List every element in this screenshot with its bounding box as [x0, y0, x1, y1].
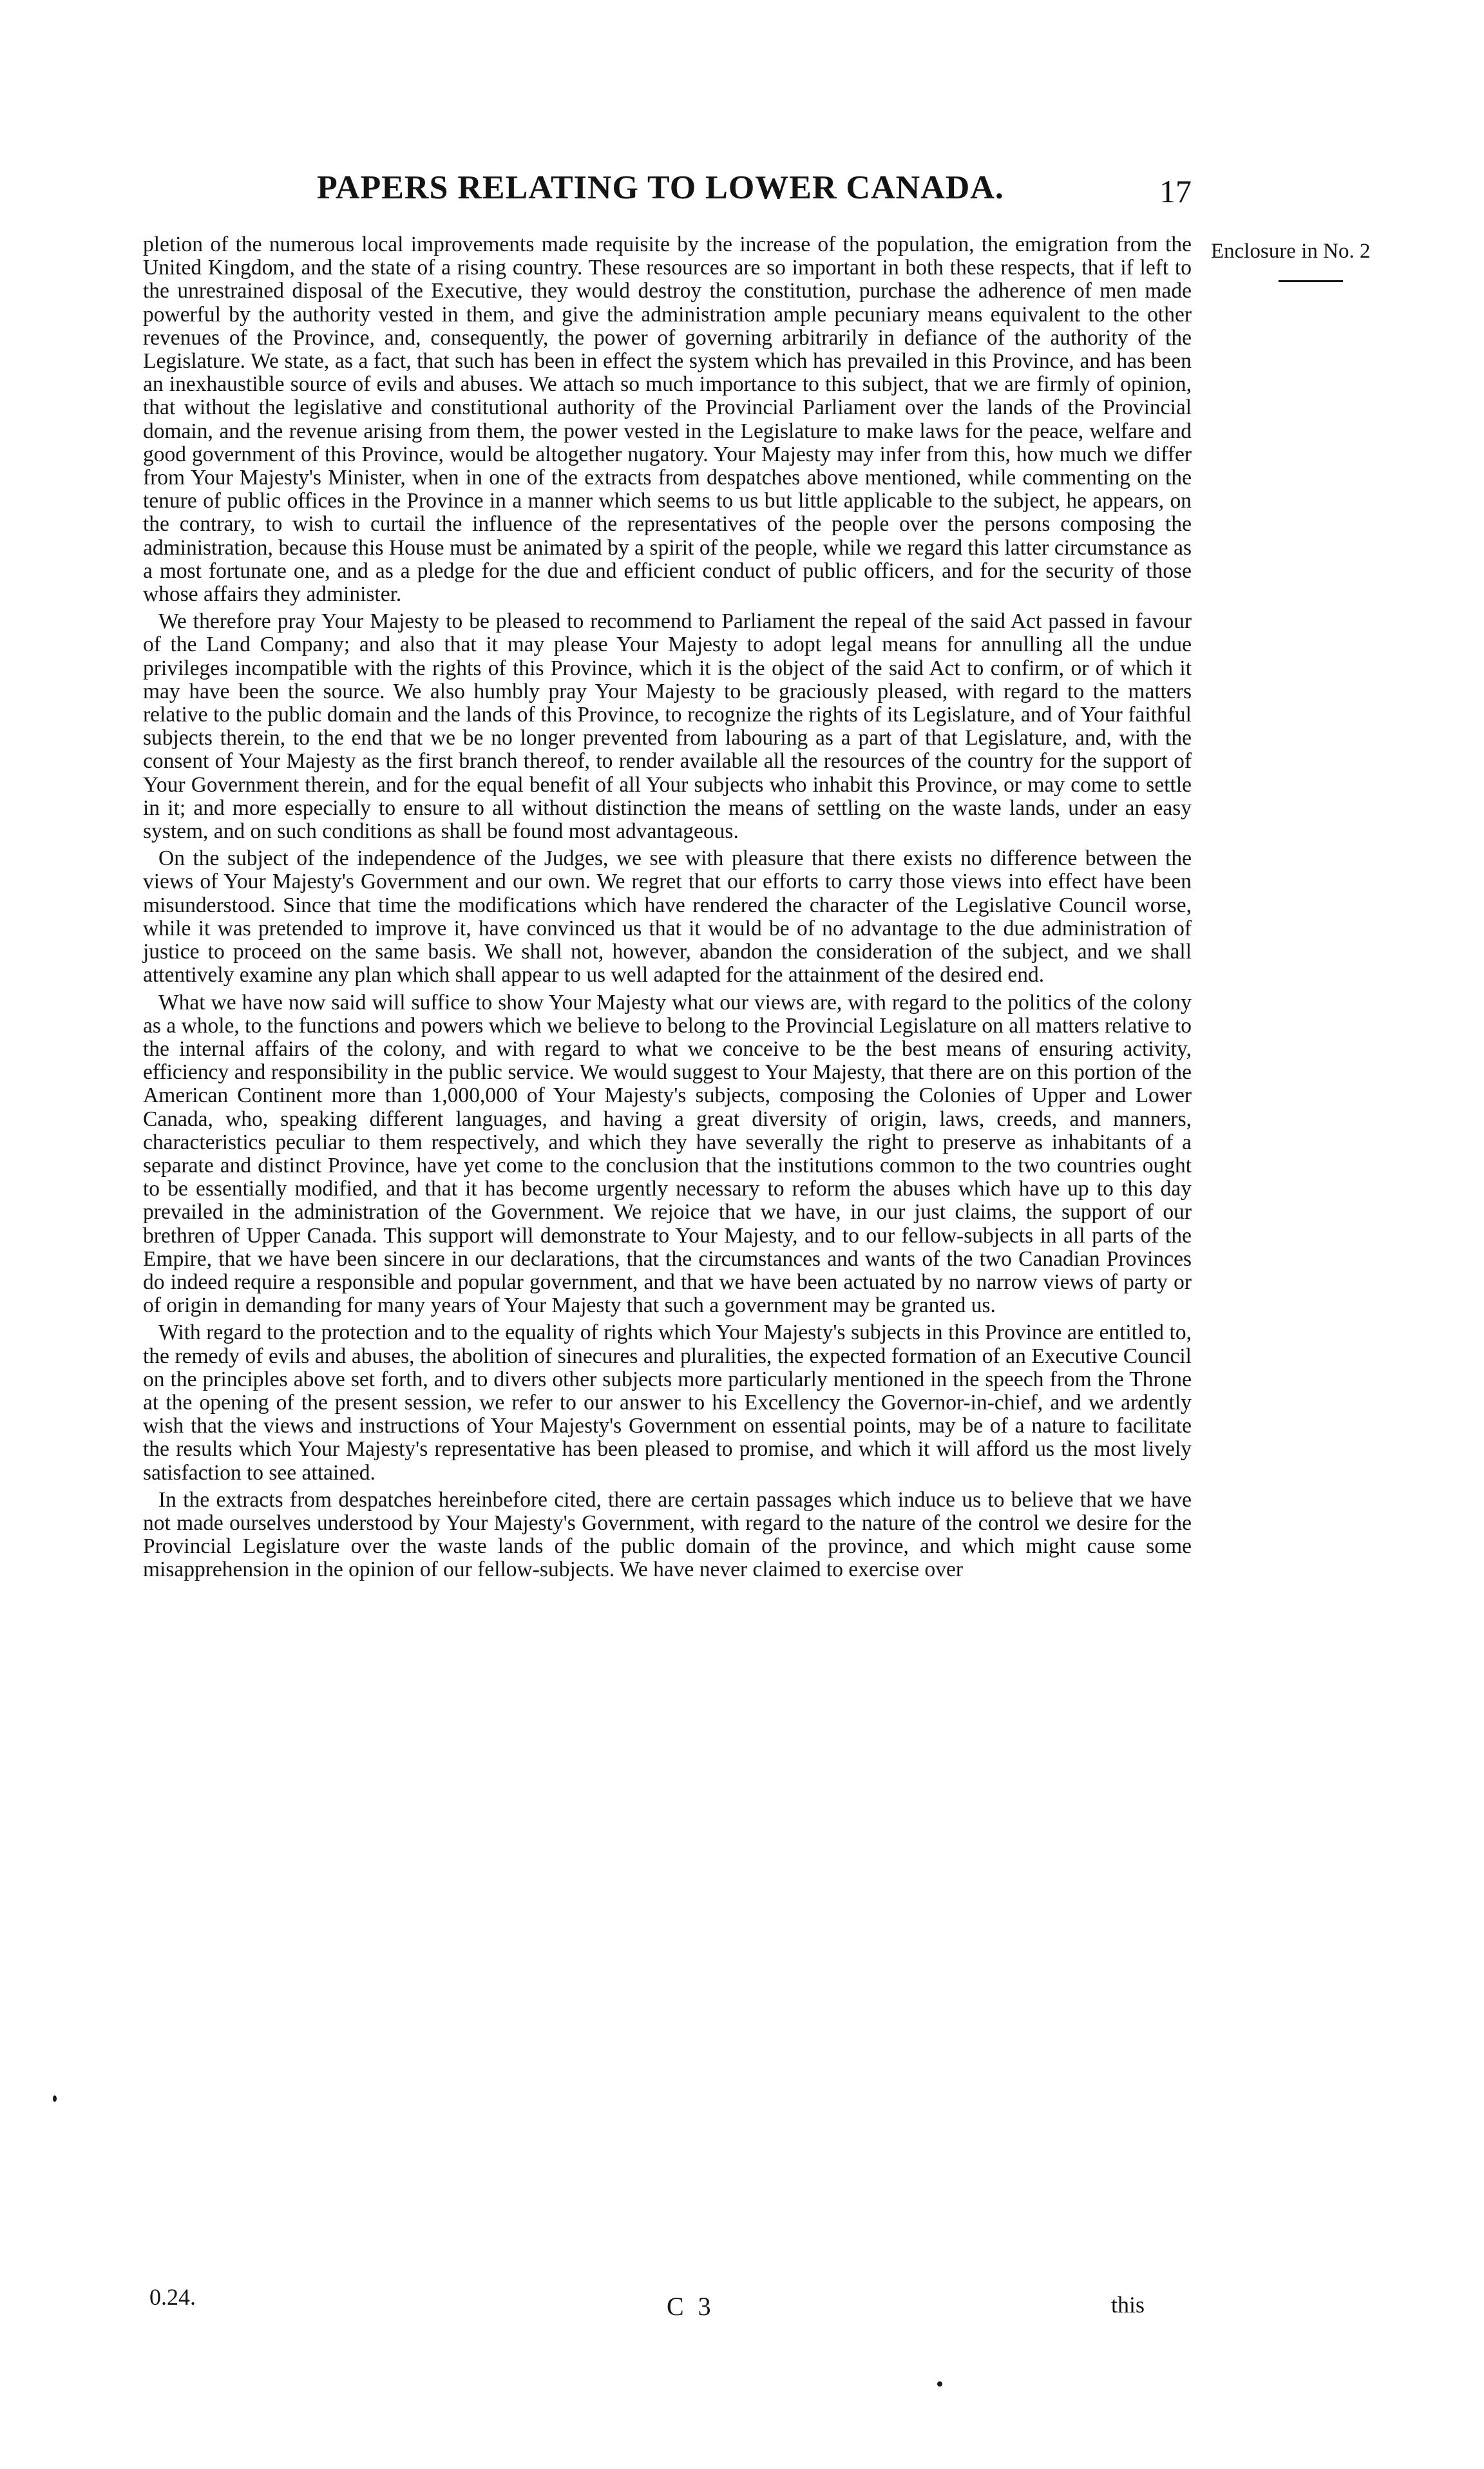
page-header — [0, 169, 1484, 214]
margin-note: Enclosure in No. 2 — [1211, 240, 1371, 263]
margin-rule — [1279, 280, 1343, 282]
scan-speck — [937, 2381, 942, 2387]
paragraph-6: In the extracts from despatches hereinbefore cited, there are certain passages which induce us to believe that we have not made ourselves understood by Your Majesty's Government, with regard to the nature of the control we desire for the Provincial Legislature over the waste lands of the public domain of the province, and which might cause some misapprehension in the opinion of our fellow-subjects. We have never claimed to exercise over — [143, 1487, 1192, 1582]
paragraph-3: On the subject of the independence of the Judges, we see with pleasure that there exists no difference between the views of Your Majesty's Government and our own. We regret that our efforts to carry those views into effect have been misunderstood. Since that time the modifications which have rendered the character of the Legislative Council worse, while it was pretended to improve it, have convinced us that it would be of no advantage to the due administration of justice to proceed on the same basis. We shall not, however, abandon the consideration of the subject, and we shall attentively examine any plan which shall appear to us well adapted for the attainment of the desired end. — [143, 846, 1192, 987]
signature-letter: C 3 — [667, 2292, 715, 2321]
paragraph-2: We therefore pray Your Majesty to be pleased to recommend to Parliament the repeal of the said Act passed in favour of the Land Company; and also that it may please Your Majesty to adopt legal means for annulling all the undue privileges incompatible with the rights of this Province, which it is the object of the said Act to confirm, or of which it may have been the source. We also humbly pray Your Majesty to be graciously pleased, with regard to the matters relative to the public domain and the lands of this Province, to recognize the rights of its Legislature, and of Your faithful subjects therein, to the end that we be no longer prevented from labouring as a part of that Legislature, and, with the consent of Your Majesty as the first branch thereof, to render available all the resources of the country for the support of Your Government therein, and for the equal benefit of all Your subjects who inhabit this Province, or may come to settle in it; and more especially to ensure to all without distinction the means of settling on the waste lands, under an easy system, and on such conditions as shall be found most advantageous. — [143, 609, 1192, 844]
scan-speck — [53, 2095, 57, 2102]
page-footer — [0, 2283, 1484, 2322]
signature-mark: 0.24. — [149, 2284, 196, 2310]
page-number: 17 — [1159, 173, 1192, 209]
body-text — [143, 233, 1192, 1586]
paragraph-1: pletion of the numerous local improvements made requisite by the increase of the population, the emigration from the United Kingdom, and the state of a rising country. These resources are so important in both these respects, that if left to the unrestrained disposal of the Executive, they would destroy the constitution, purchase the adherence of men made powerful by the authority vested in them, and give the administration ample pecuniary means equivalent to the other revenues of the Province, and, consequently, the power of governing arbitrarily in defiance of the authority of the Legislature. We state, as a fact, that such has been in effect the system which has prevailed in this Province, and has been an inexhaustible source of evils and abuses. We attach so much importance to this subject, that we are firmly of opinion, that without the legislative and constitutional authority of the Provincial Parliament over the lands of the Provincial domain, and the revenue arising from them, the power vested in the Legislature to make laws for the peace, welfare and good government of this Province, would be altogether nugatory. Your Majesty may infer from this, how much we differ from Your Majesty's Minister, when in one of the extracts from despatches above mentioned, while commenting on the tenure of public offices in the Province in a manner which seems to us but little applicable to the subject, he appears, on the contrary, to wish to curtail the influence of the representatives of the people over the persons composing the administration, because this House must be animated by a spirit of the people, while we regard this latter circumstance as a most fortunate one, and as a pledge for the due and efficient conduct of public officers, and for the security of those whose affairs they administer. — [143, 233, 1192, 607]
running-title: PAPERS RELATING TO LOWER CANADA. — [317, 169, 1004, 206]
catchword: this — [1111, 2292, 1145, 2318]
paragraph-4: What we have now said will suffice to show Your Majesty what our views are, with regard to the politics of the colony as a whole, to the functions and powers which we believe to belong to the Provincial Legislature on all matters relative to the internal affairs of the colony, and with regard to what we conceive to be the best means of ensuring activity, efficiency and responsibility in the public service. We would suggest to Your Majesty, that there are on this portion of the American Continent more than 1,000,000 of Your Majesty's subjects, composing the Colonies of Upper and Lower Canada, who, speaking different languages, and having a great diversity of origin, laws, creeds, and manners, characteristics peculiar to them respectively, and which they have severally the right to preserve as inhabitants of a separate and distinct Province, have yet come to the conclusion that the institutions common to the two countries ought to be essentially modified, and that it has become urgently necessary to reform the abuses which have up to this day prevailed in the administration of the Government. We rejoice that we have, in our just claims, the support of our brethren of Upper Canada. This support will demonstrate to Your Majesty, and to our fellow-subjects in all parts of the Empire, that we have been sincere in our declarations, that the circumstances and wants of the two Canadian Provinces do indeed require a responsible and popular government, and that we have been actuated by no narrow views of party or of origin in demanding for many years of Your Majesty that such a government may be granted us. — [143, 990, 1192, 1318]
paragraph-5: With regard to the protection and to the equality of rights which Your Majesty's subjects in this Province are entitled to, the remedy of evils and abuses, the abolition of sinecures and pluralities, the expected formation of an Executive Council on the principles above set forth, and to divers other subjects more particularly mentioned in the speech from the Throne at the opening of the present session, we refer to our answer to his Excellency the Governor-in-chief, and we ardently wish that the views and instructions of Your Majesty's Government on essential points, may be of a nature to facilitate the results which Your Majesty's representative has been pleased to promise, and which it will afford us the most lively satisfaction to see attained. — [143, 1320, 1192, 1485]
